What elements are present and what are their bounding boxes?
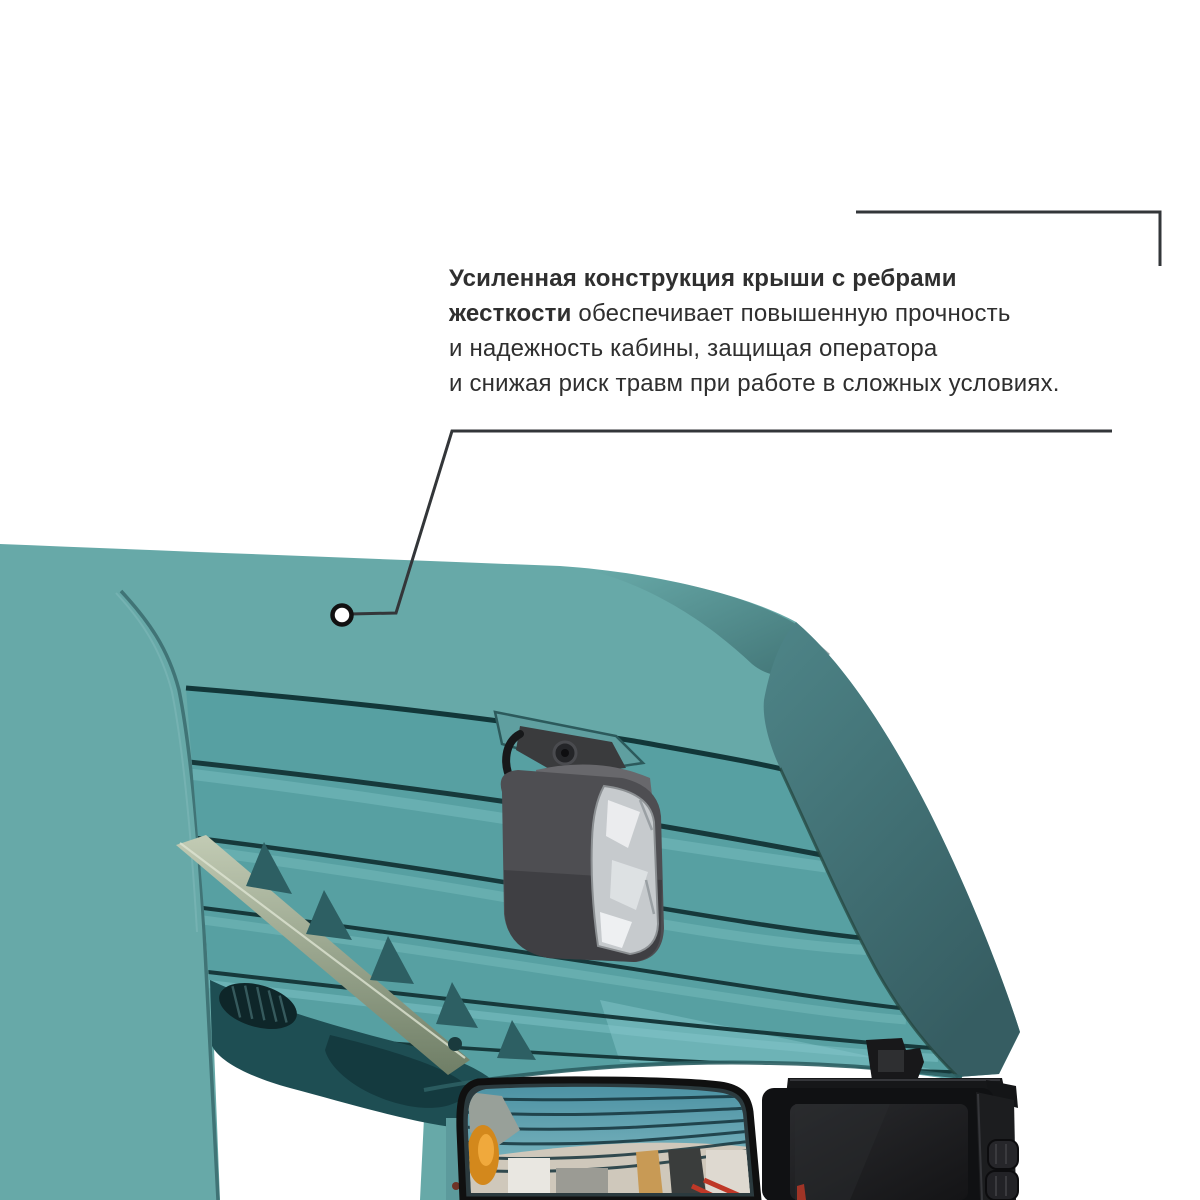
rear-view-mirror xyxy=(446,1075,765,1200)
annotation-line: и снижая риск травм при работе в сложных условиях. xyxy=(449,370,1060,397)
annotation-line xyxy=(449,261,1169,296)
clamp-face xyxy=(878,1050,904,1072)
annotation-line: жесткости обеспечивает повышенную прочность xyxy=(449,300,1011,327)
leader-line-top-right xyxy=(856,212,1160,266)
bracket-bolt-center xyxy=(561,749,569,757)
circle-marker xyxy=(333,606,352,625)
annotation-bold: жесткости xyxy=(449,300,572,327)
reflection-orange-glow xyxy=(478,1134,494,1166)
mirror-glass xyxy=(455,1075,765,1200)
annotation-line: и надежность кабины, защищая оператора xyxy=(449,335,938,362)
monitor-knob xyxy=(986,1171,1018,1200)
hinge-bolt xyxy=(448,1037,462,1051)
annotation-text xyxy=(449,261,1169,401)
monitor-knob xyxy=(988,1140,1018,1169)
annotation-bold: Усиленная конструкция крыши с ребрами xyxy=(449,265,957,292)
